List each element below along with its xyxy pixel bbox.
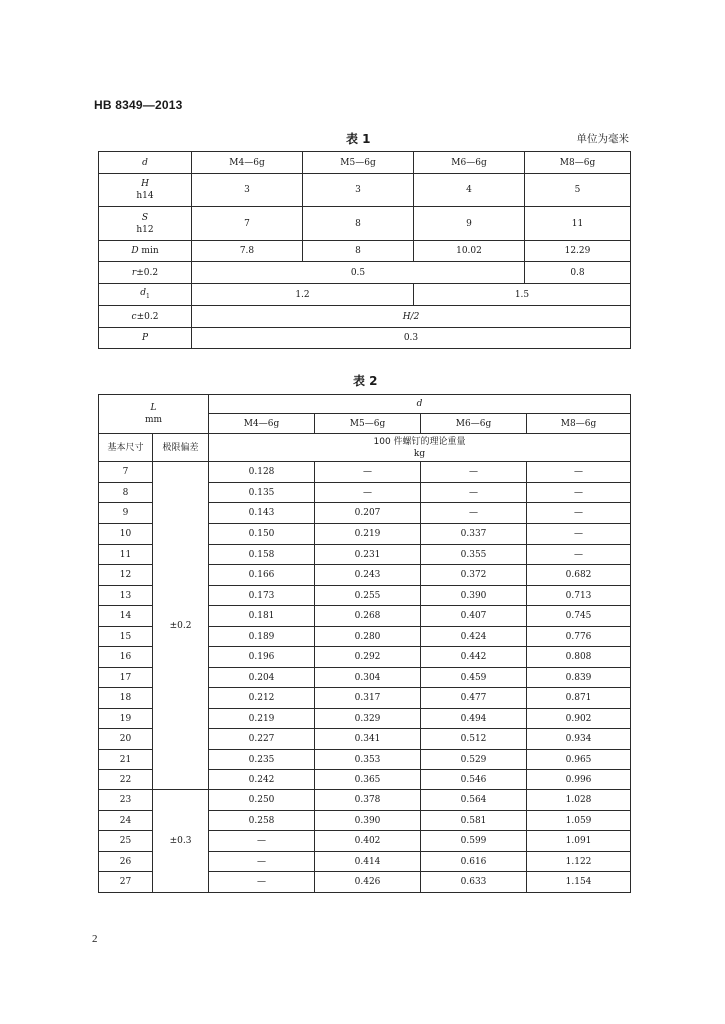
table2-length-cell: 13 [99,586,153,606]
table2-length-cell: 12 [99,565,153,586]
table1-label-c: c±0.2 [99,306,192,328]
table2-length-cell: 19 [99,709,153,729]
table1-cell: 7 [192,207,303,241]
table2-weight-cell: 0.158 [209,545,315,565]
table2-weight-cell: 0.173 [209,586,315,606]
table2-length-cell: 15 [99,627,153,647]
table1-label-d1: $d_1$ [99,284,192,306]
table2-weight-cell: 0.353 [315,750,421,770]
table2-weight-cell: — [421,462,527,483]
table2-weight-cell: 0.212 [209,688,315,709]
table2-weight-cell: 0.402 [315,831,421,852]
table2-weight-cell: 0.477 [421,688,527,709]
table2-weight-cell: 0.581 [421,811,527,831]
table2-weight-cell: 0.529 [421,750,527,770]
table2-length-cell: 20 [99,729,153,750]
table2-weight-cell: 0.965 [527,750,631,770]
table2-weight-cell: 0.355 [421,545,527,565]
table2-weight-cell: 0.390 [315,811,421,831]
table2-weight-cell: 0.143 [209,503,315,524]
table2-weight-cell: 0.196 [209,647,315,668]
table2-weight-cell: 0.304 [315,668,421,688]
table2-size-m4: M4—6g [209,414,315,434]
table2-weight-label: 100 件螺钉的理论重量 kg [209,434,631,462]
table1-cell: 3 [192,174,303,207]
table2-weight-cell: 0.616 [421,852,527,872]
table2-weight-cell: 0.207 [315,503,421,524]
page-number: 2 [92,933,98,945]
table2-weight-cell: 0.494 [421,709,527,729]
table2-header-L: L mm [99,395,209,434]
table1-header-d: d [99,152,192,174]
table2-weight-cell: — [527,503,631,524]
table2-weight-cell: 0.268 [315,606,421,627]
table2-weight-cell: 0.135 [209,483,315,503]
table2-weight-cell: 0.390 [421,586,527,606]
table2-length-cell: 27 [99,872,153,893]
table2-length-cell: 7 [99,462,153,483]
table2-weight-cell: 0.329 [315,709,421,729]
table1-cell: 1.5 [414,284,631,306]
table2-weight-cell: 1.059 [527,811,631,831]
table2-weight-cell: — [527,524,631,545]
table2-weight-cell: 0.243 [315,565,421,586]
table2-weight-cell: 0.227 [209,729,315,750]
table2-weight-cell: 0.292 [315,647,421,668]
table1-cell: 5 [525,174,631,207]
table2-length-cell: 11 [99,545,153,565]
table1-label-r: r±0.2 [99,262,192,284]
table1-cell: 1.2 [192,284,414,306]
table2-weight-cell: 0.181 [209,606,315,627]
table2-weight-cell: 0.442 [421,647,527,668]
table1-row-P [99,328,631,349]
table2-weight-cell: 0.682 [527,565,631,586]
table2-weight-cell: 0.871 [527,688,631,709]
table2-weight-cell: — [527,483,631,503]
table2-weight-cell: 1.028 [527,790,631,811]
table2-header-row1 [99,395,631,414]
table2-weight-cell: — [209,852,315,872]
table1-row-c [99,306,631,328]
table1-cell: 0.3 [192,328,631,349]
table2-size-m8: M8—6g [527,414,631,434]
table2-weight-cell: 0.745 [527,606,631,627]
table2-length-cell: 8 [99,483,153,503]
table2-weight-cell: 0.776 [527,627,631,647]
table2-length-cell: 10 [99,524,153,545]
table2-size-m5: M5—6g [315,414,421,434]
table1-row-d1 [99,284,631,306]
table2-weight-cell: — [421,483,527,503]
table2-weight-cell: 0.599 [421,831,527,852]
table2-weight-cell: 0.250 [209,790,315,811]
table2-length-cell: 16 [99,647,153,668]
table2-weight-cell: 1.122 [527,852,631,872]
table2-length-cell: 26 [99,852,153,872]
table2-weight-cell: — [527,462,631,483]
table1-cell: 10.02 [414,241,525,262]
table2-weight-cell: 0.633 [421,872,527,893]
table2-weight-cell: 0.372 [421,565,527,586]
table2-weight-cell: 1.154 [527,872,631,893]
table2-header-row3 [99,434,631,462]
table2-length-cell: 18 [99,688,153,709]
table2-weight-cell: — [209,872,315,893]
table2-body [99,462,631,893]
table2-weight-cell: 0.231 [315,545,421,565]
table2-weight-cell: 0.189 [209,627,315,647]
table2-weight-cell: 0.378 [315,790,421,811]
table-1 [98,151,631,349]
table2-weight-cell: 0.459 [421,668,527,688]
table1-cell: 4 [414,174,525,207]
table1-label-S: S h12 [99,207,192,241]
table2-weight-cell: 1.091 [527,831,631,852]
table1-cell: 11 [525,207,631,241]
table1-cell: 0.8 [525,262,631,284]
table2-weight-cell: — [527,545,631,565]
table1-cell: 9 [414,207,525,241]
table1-header-row [99,152,631,174]
table2-weight-cell: 0.564 [421,790,527,811]
table1-label-H: H h14 [99,174,192,207]
table2-weight-cell: — [421,503,527,524]
table-2 [98,394,631,893]
table2-weight-cell: 0.166 [209,565,315,586]
table1-size-m4: M4—6g [192,152,303,174]
table2-limit-dev-label: 极限偏差 [153,434,209,462]
table-row [99,790,631,811]
table2-weight-cell: 0.235 [209,750,315,770]
table2-weight-cell: 0.808 [527,647,631,668]
table2-basic-size-label: 基本尺寸 [99,434,153,462]
table2-weight-cell: — [315,483,421,503]
table2-length-cell: 17 [99,668,153,688]
table1-caption: 表 1 [346,132,371,146]
table2-length-cell: 23 [99,790,153,811]
table2-weight-cell: 0.426 [315,872,421,893]
table2-weight-cell: 0.996 [527,770,631,790]
table1-size-m8: M8—6g [525,152,631,174]
table1-label-P: P [99,328,192,349]
table2-length-cell: 14 [99,606,153,627]
table1-row-Dmin [99,241,631,262]
table2-length-cell: 9 [99,503,153,524]
table1-cell: H/2 [192,306,631,328]
table1-row-H [99,174,631,207]
table2-weight-cell: 0.204 [209,668,315,688]
table2-weight-cell: 0.128 [209,462,315,483]
table2-weight-cell: 0.150 [209,524,315,545]
table2-weight-cell: 0.365 [315,770,421,790]
table2-weight-cell: 0.280 [315,627,421,647]
table1-row-r [99,262,631,284]
table1-cell: 8 [303,241,414,262]
table2-length-cell: 24 [99,811,153,831]
table2-weight-cell: 0.902 [527,709,631,729]
table2-weight-cell: 0.255 [315,586,421,606]
table2-weight-cell: 0.713 [527,586,631,606]
table2-weight-cell: — [315,462,421,483]
table2-weight-cell: 0.317 [315,688,421,709]
table2-weight-cell: 0.512 [421,729,527,750]
table2-tolerance-group2: ±0.3 [153,790,209,893]
table1-cell: 8 [303,207,414,241]
table2-weight-cell: 0.934 [527,729,631,750]
document-code: HB 8349—2013 [94,98,183,112]
table-row [99,462,631,483]
table1-cell: 0.5 [192,262,525,284]
table1-cell: 12.29 [525,241,631,262]
table2-weight-cell: 0.414 [315,852,421,872]
table2-tolerance-group1: ±0.2 [153,462,209,790]
table1-cell: 7.8 [192,241,303,262]
table2-weight-cell: 0.424 [421,627,527,647]
table2-length-cell: 22 [99,770,153,790]
table2-caption: 表 2 [353,374,378,388]
table1-row-S [99,207,631,241]
table1-size-m6: M6—6g [414,152,525,174]
table2-weight-cell: 0.219 [315,524,421,545]
table2-weight-cell: — [209,831,315,852]
table2-length-cell: 25 [99,831,153,852]
table2-weight-cell: 0.546 [421,770,527,790]
table1-size-m5: M5—6g [303,152,414,174]
table1-unit: 单位为毫米 [576,133,629,145]
table1-label-Dmin: D min [99,241,192,262]
table2-weight-cell: 0.839 [527,668,631,688]
table2-header-d: d [209,395,631,414]
table1-cell: 3 [303,174,414,207]
table2-weight-cell: 0.341 [315,729,421,750]
table2-weight-cell: 0.258 [209,811,315,831]
table2-weight-cell: 0.337 [421,524,527,545]
table2-length-cell: 21 [99,750,153,770]
table2-weight-cell: 0.242 [209,770,315,790]
table2-weight-cell: 0.219 [209,709,315,729]
table2-weight-cell: 0.407 [421,606,527,627]
table2-size-m6: M6—6g [421,414,527,434]
